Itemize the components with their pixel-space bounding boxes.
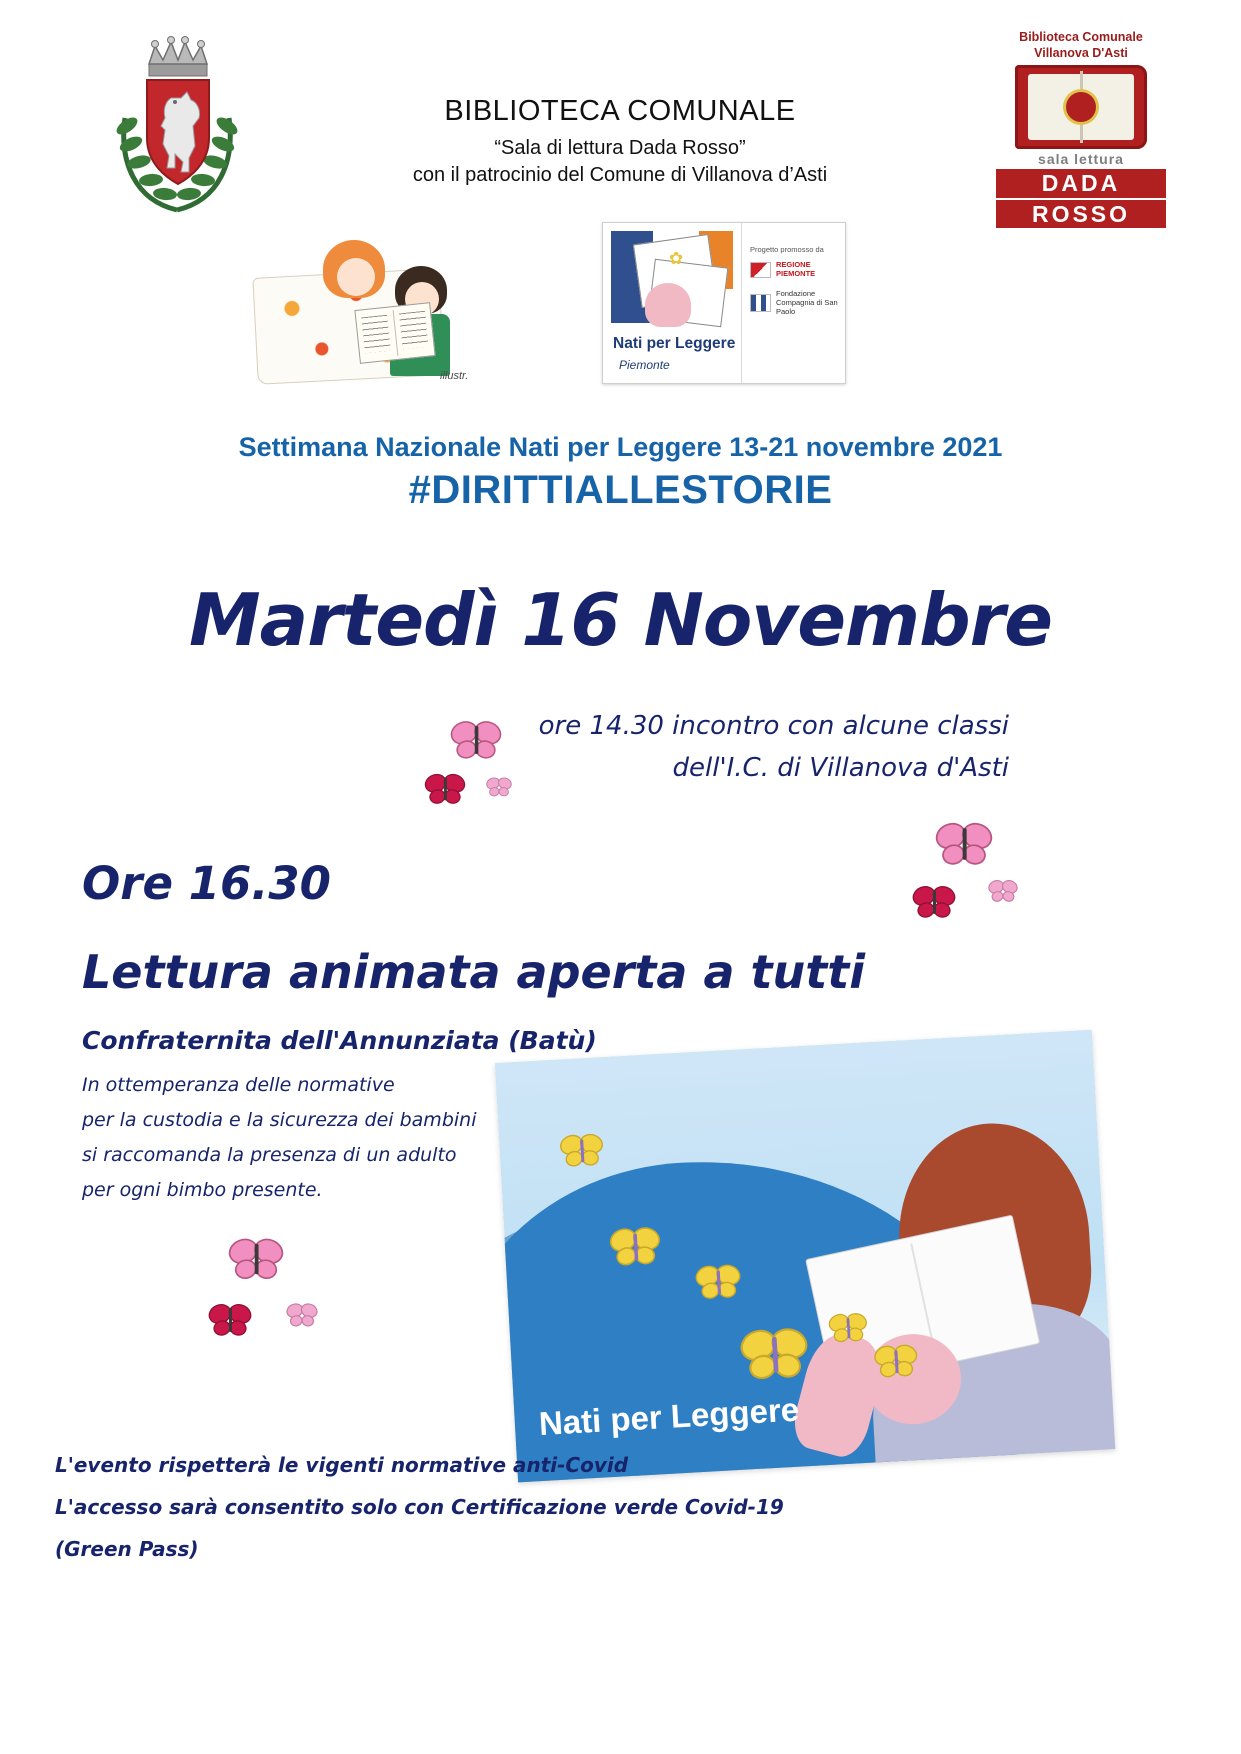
event-date: Martedì 16 Novembre bbox=[189, 578, 1052, 662]
butterfly-icon bbox=[738, 1324, 811, 1384]
npl-promo-label: Progetto promosso da bbox=[750, 245, 824, 254]
sponsor-fondazione-label: Fondazione Compagnia di San Paolo bbox=[776, 289, 838, 316]
butterfly-icon bbox=[912, 884, 956, 920]
butterfly-icon bbox=[486, 776, 512, 798]
butterfly-icon bbox=[827, 1311, 869, 1345]
butterfly-icon bbox=[988, 878, 1018, 904]
municipal-crest-icon bbox=[105, 22, 250, 217]
photo-caption: Nati per Leggere bbox=[537, 1390, 800, 1443]
covid-notice bbox=[55, 1444, 815, 1570]
library-logo-dada: DADA bbox=[996, 169, 1166, 197]
library-logo-line2: Villanova D'Asti bbox=[1034, 45, 1128, 60]
header-subtitle-1: “Sala di lettura Dada Rosso” bbox=[494, 137, 746, 159]
covid-notice-line1: L'evento rispetterà le vigenti normative anti-Covid bbox=[55, 1453, 629, 1477]
supervision-notice-line4: per ogni bimbo presente. bbox=[82, 1179, 323, 1202]
public-session-time: Ore 16.30 bbox=[82, 857, 331, 910]
npl-photo-card bbox=[495, 1030, 1116, 1483]
npl-logo-artwork bbox=[603, 223, 741, 383]
supervision-notice-line1: In ottemperanza delle normative bbox=[82, 1074, 395, 1096]
supervision-notice-line2: per la custodia e la sicurezza dei bambini bbox=[82, 1109, 477, 1132]
butterfly-icon bbox=[450, 718, 502, 762]
npl-card-title: Nati per Leggere bbox=[613, 335, 736, 352]
butterfly-icon bbox=[228, 1236, 284, 1282]
library-logo bbox=[996, 30, 1166, 225]
butterfly-icon bbox=[608, 1224, 662, 1269]
butterfly-icon bbox=[208, 1302, 252, 1338]
campaign-week-line: Settimana Nazionale Nati per Leggere 13-21 novembre 2021 bbox=[238, 432, 1003, 462]
compagnia-sanpaolo-icon bbox=[750, 294, 771, 312]
butterfly-icon bbox=[694, 1262, 742, 1303]
sponsor-regione-piemonte bbox=[750, 261, 839, 278]
nati-per-leggere-logo-card bbox=[602, 222, 846, 384]
regione-piemonte-icon bbox=[750, 262, 771, 278]
butterfly-icon bbox=[873, 1342, 919, 1380]
butterfly-icon bbox=[935, 820, 993, 868]
campaign-hashtag: #DIRITTIALLESTORIE bbox=[408, 468, 833, 512]
red-book-icon bbox=[1015, 65, 1147, 149]
butterfly-icon bbox=[559, 1131, 605, 1169]
npl-card-subtitle: Piemonte bbox=[619, 358, 670, 372]
library-logo-rosso: ROSSO bbox=[996, 200, 1166, 228]
page-title: BIBLIOTECA COMUNALE bbox=[444, 95, 796, 127]
butterfly-icon bbox=[424, 772, 466, 806]
reading-children-illustration: illustr. bbox=[245, 228, 510, 398]
npl-sponsors bbox=[741, 223, 845, 383]
header-subtitle-2: con il patrocinio del Comune di Villanova d’Asti bbox=[412, 164, 828, 186]
library-logo-sala: sala lettura bbox=[1038, 151, 1124, 168]
schools-session-line2: dell'I.C. di Villanova d'Asti bbox=[672, 753, 1009, 784]
supervision-notice-line3: si raccomanda la presenza di un adulto bbox=[82, 1144, 457, 1167]
schools-session-line1: ore 14.30 incontro con alcune classi bbox=[538, 711, 1009, 741]
public-session-activity: Lettura animata aperta a tutti bbox=[82, 945, 865, 999]
poster-header bbox=[0, 0, 1241, 225]
event-venue: Confraternita dell'Annunziata (Batù) bbox=[82, 1026, 597, 1055]
sponsor-regione-label: REGIONE PIEMONTE bbox=[776, 260, 816, 278]
header-text-block bbox=[300, 95, 940, 187]
butterfly-icon: ✿ bbox=[669, 249, 684, 268]
sponsor-compagnia-sanpaolo bbox=[750, 290, 839, 316]
covid-notice-line2: L'accesso sarà consentito solo con Certificazione verde Covid-19 (Green Pass) bbox=[55, 1495, 784, 1561]
butterfly-icon bbox=[286, 1302, 318, 1328]
library-logo-line1: Biblioteca Comunale bbox=[1019, 30, 1143, 44]
supervision-notice bbox=[82, 1068, 542, 1209]
